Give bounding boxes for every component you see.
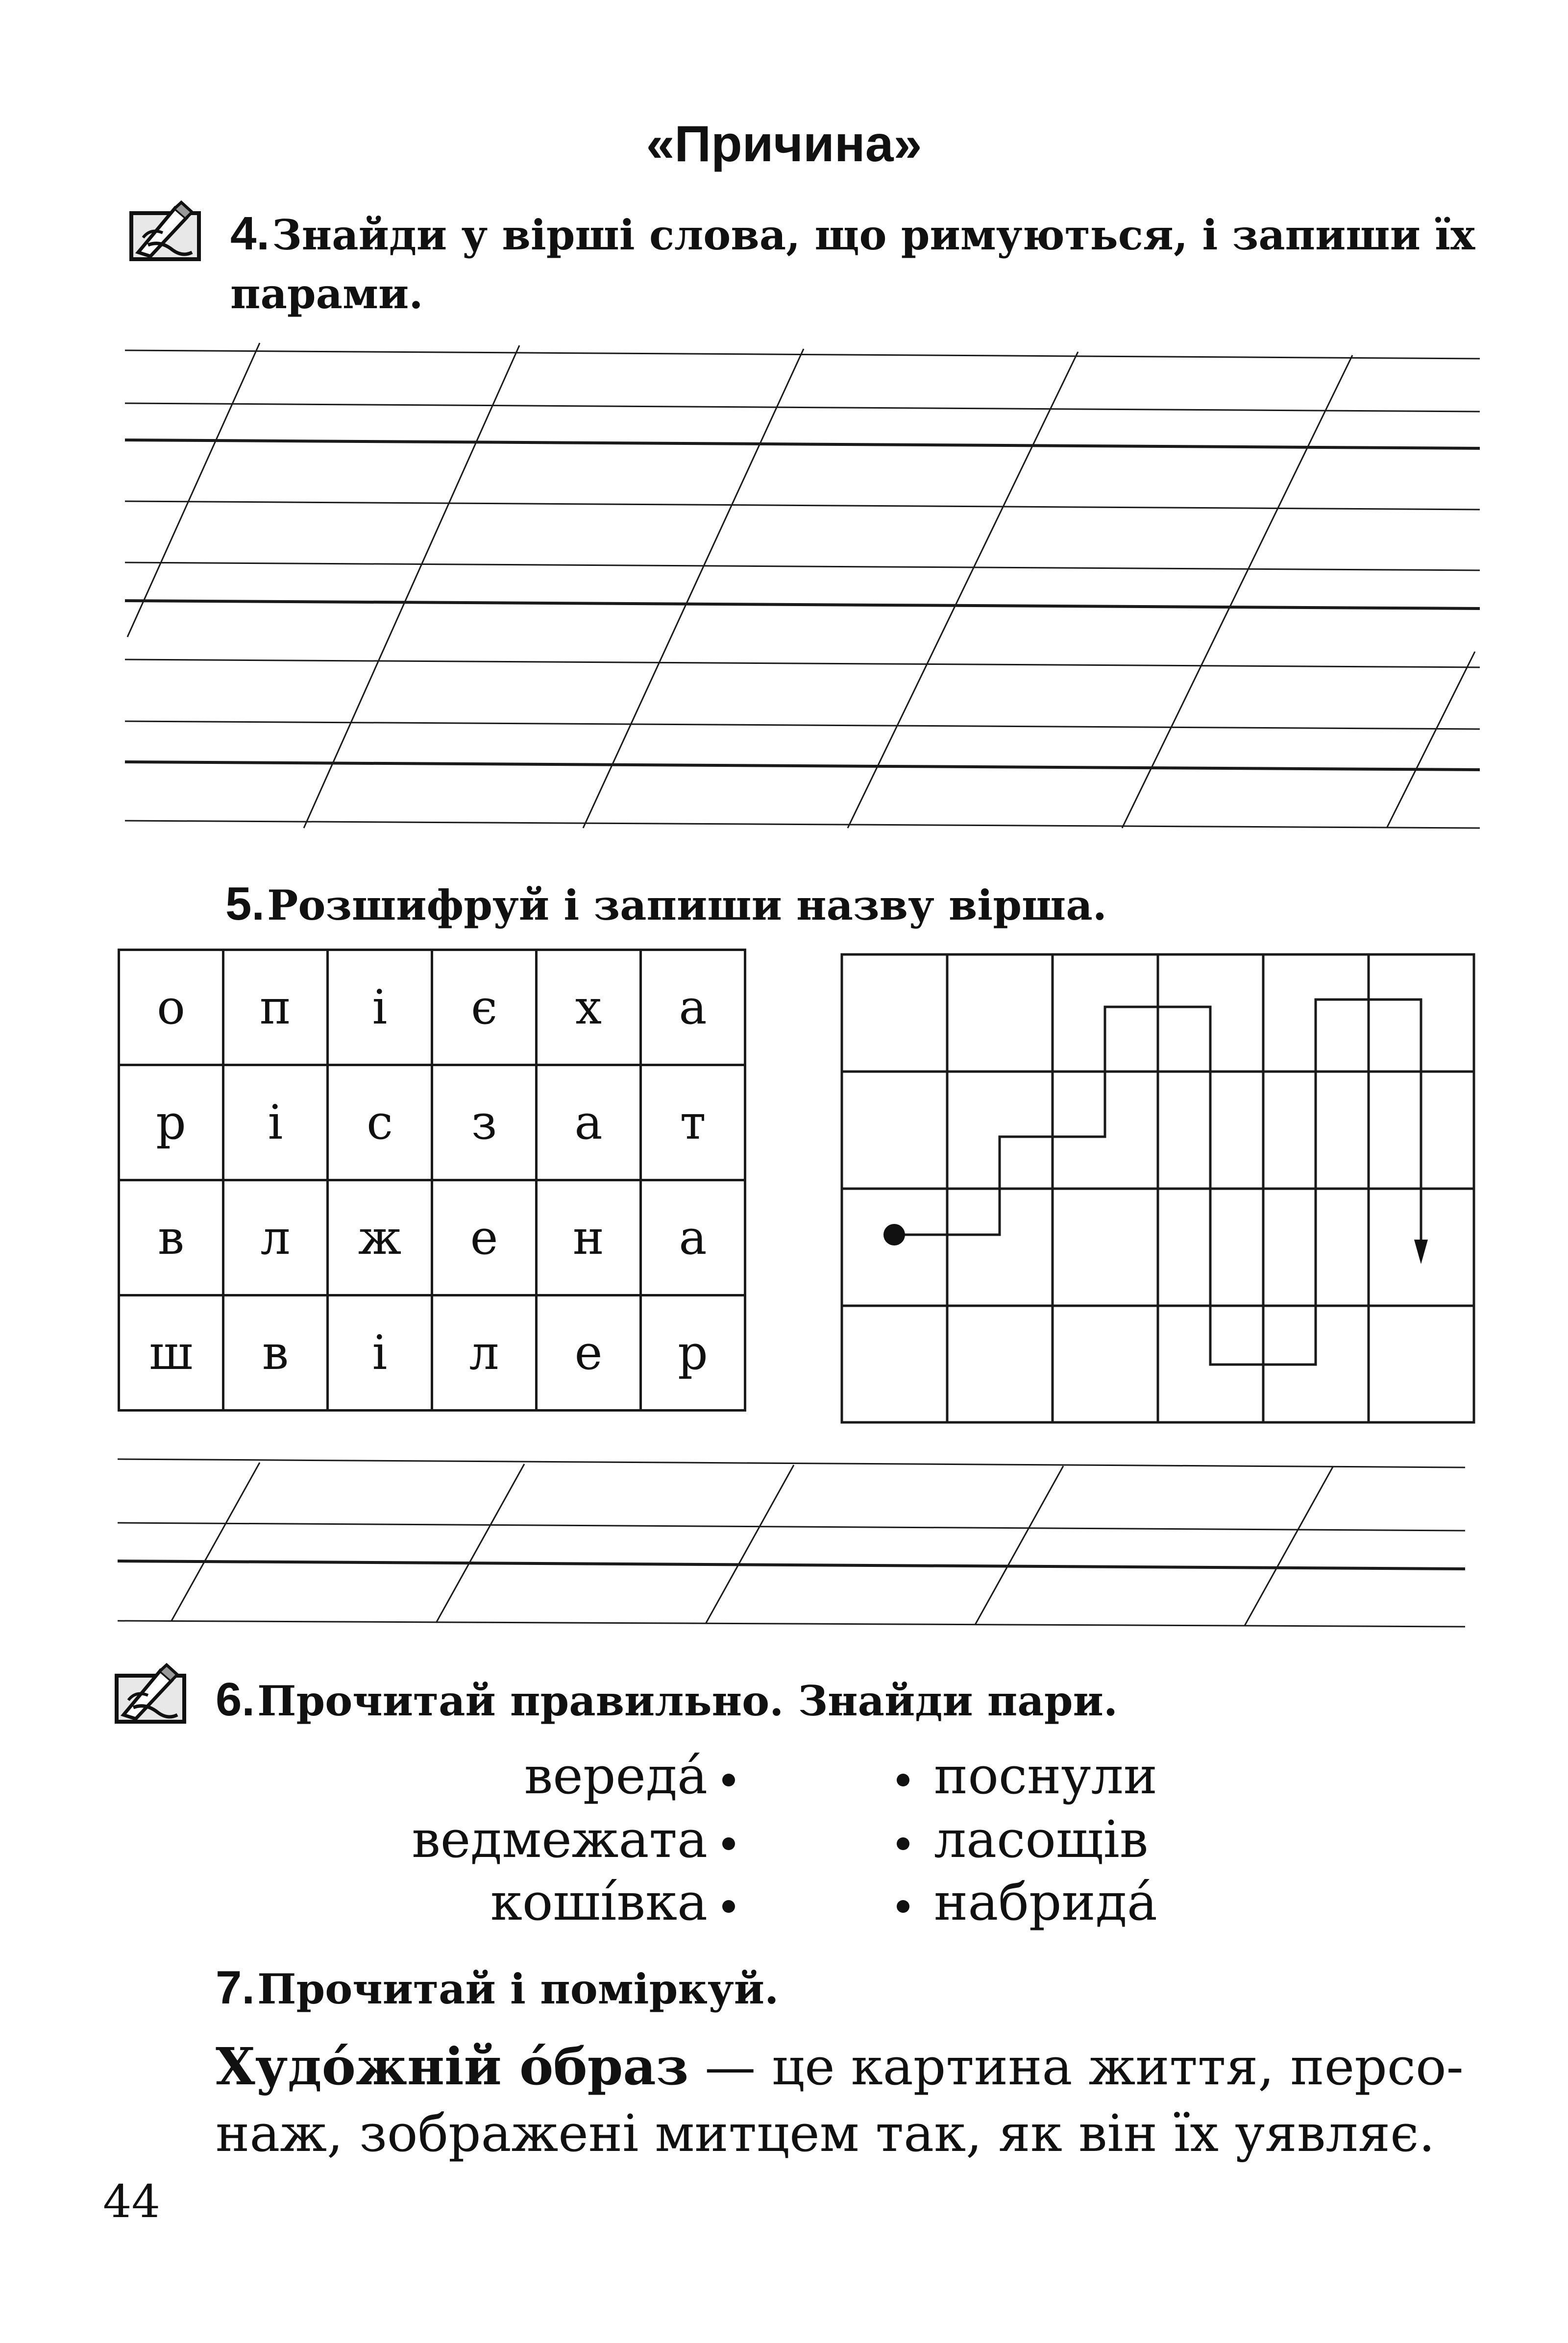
match-word-right: набрида́	[897, 1871, 1157, 1933]
task-4-text: Знайди у вірші слова, що римуються, і запиши їх парами.	[230, 211, 1475, 318]
task-5	[225, 876, 1499, 935]
match-word-right: ласощів	[897, 1808, 1148, 1871]
task-6	[216, 1672, 1490, 1731]
task-5-number: 5.	[225, 878, 265, 930]
letter-grid-row	[119, 1295, 745, 1411]
letter-cell: а	[641, 950, 745, 1065]
definition-line-1: Худо́жній о́браз — це картина життя, персо-	[216, 2036, 1464, 2097]
match-word-left: ведмежата	[108, 1808, 735, 1871]
letter-cell: і	[328, 1295, 432, 1411]
letter-grid-row	[119, 1065, 745, 1180]
match-dot	[897, 1837, 909, 1850]
page-number: 44	[103, 2175, 161, 2228]
arrow-down-icon	[1414, 1240, 1428, 1264]
match-dot	[722, 1774, 735, 1786]
definition-paragraph	[216, 2033, 1470, 2167]
letter-cell: о	[119, 950, 223, 1065]
letter-cell: і	[328, 950, 432, 1065]
page-title: «Причина»	[646, 116, 922, 172]
letter-cell: і	[223, 1065, 328, 1180]
path-grid	[838, 951, 1485, 1431]
task-5-text: Розшифруй і запиши назву вірша.	[267, 881, 1107, 929]
match-dot	[722, 1837, 735, 1850]
definition-term: Худо́жній о́браз	[216, 2036, 689, 2097]
letter-cell: р	[641, 1295, 745, 1411]
letter-cell: х	[537, 950, 641, 1065]
letter-cell: р	[119, 1065, 223, 1180]
letter-cell: ш	[119, 1295, 223, 1411]
letter-cell: з	[432, 1065, 537, 1180]
match-dot	[897, 1774, 909, 1786]
match-word-right: поснули	[897, 1744, 1157, 1807]
task-7-text: Прочитай і поміркуй.	[257, 1965, 779, 2013]
letter-cell: ж	[328, 1180, 432, 1295]
letter-grid	[118, 949, 746, 1412]
letter-grid-row	[119, 1180, 745, 1295]
letter-grid-row	[119, 950, 745, 1065]
definition-line-2: наж, зображені митцем так, як він їх уявляє.	[216, 2103, 1435, 2163]
letter-cell: н	[537, 1180, 641, 1295]
task-6-text: Прочитай правильно. Знайди пари.	[257, 1677, 1118, 1725]
task-7	[216, 1960, 1490, 2019]
match-word-left: вереда́	[108, 1744, 735, 1807]
letter-cell: л	[223, 1180, 328, 1295]
letter-cell: а	[641, 1180, 745, 1295]
letter-cell: с	[328, 1065, 432, 1180]
path-start-dot	[883, 1224, 905, 1245]
task-7-number: 7.	[216, 1961, 255, 2014]
letter-cell: п	[223, 950, 328, 1065]
letter-cell: в	[223, 1295, 328, 1411]
pencil-hand-icon	[114, 1661, 187, 1725]
letter-cell: в	[119, 1180, 223, 1295]
task-4-number: 4.	[230, 207, 270, 260]
letter-cell: л	[432, 1295, 537, 1411]
letter-cell: е	[537, 1295, 641, 1411]
match-word-left: коші́вка	[108, 1871, 735, 1933]
letter-cell: а	[537, 1065, 641, 1180]
match-dot	[897, 1900, 909, 1913]
match-dot	[722, 1900, 735, 1913]
task-6-number: 6.	[216, 1673, 255, 1726]
letter-cell: є	[432, 950, 537, 1065]
letter-cell: е	[432, 1180, 537, 1295]
letter-cell: т	[641, 1065, 745, 1180]
